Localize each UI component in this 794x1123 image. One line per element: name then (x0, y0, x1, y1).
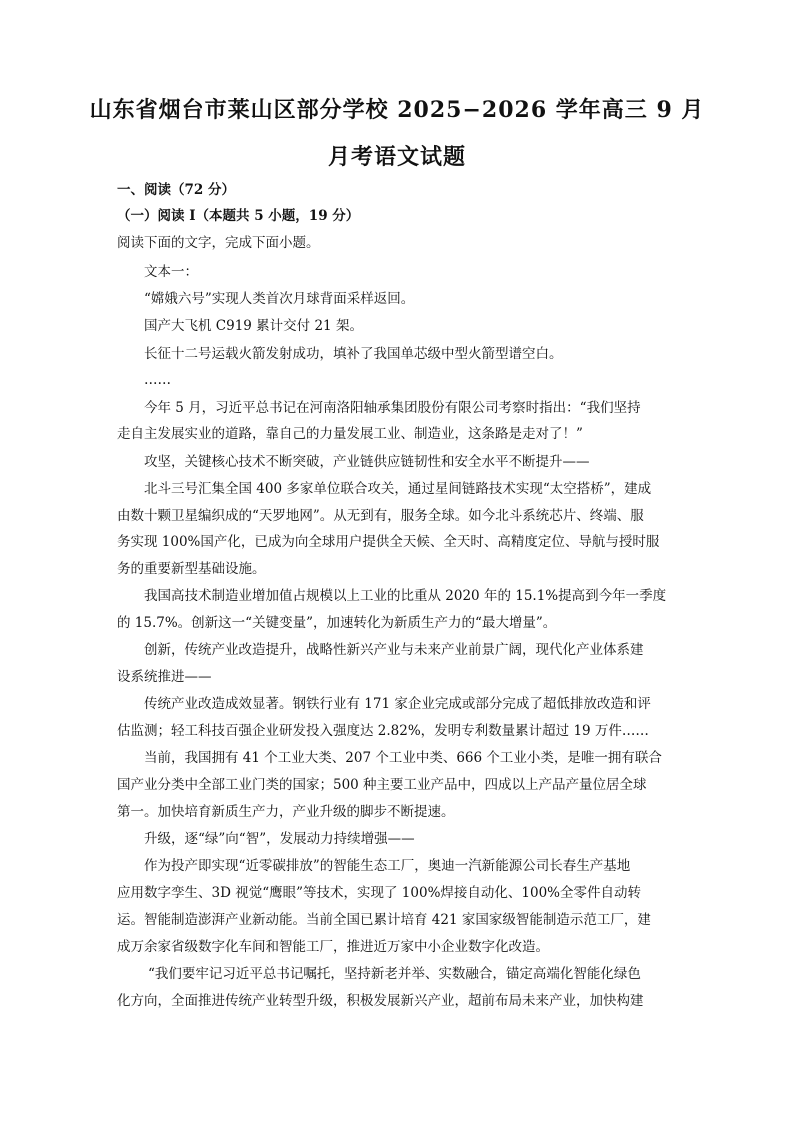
paragraph-line: 务实现 100%国产化，已成为向全球用户提供全天候、全天时、高精度定位、导航与授时服 (117, 534, 660, 550)
paragraph-line: 的 15.7%。创新这一“关键变量”，加速转化为新质生产力的“最大增量”。 (117, 615, 557, 631)
paragraph-line: 由数十颗卫星编织成的“天罗地网”。从无到有，服务全球。如今北斗系统芯片、终端、服 (117, 508, 644, 524)
paragraph-line: 国产业分类中全部工业门类的国家；500 种主要工业产品中，四成以上产品产量位居全球 (117, 777, 647, 793)
paragraph-line: 北斗三号汇集全国 400 多家单位联合攻关，通过星间链路技术实现“太空搭桥”，建成 (144, 481, 652, 497)
paragraph-line: 作为投产即实现“近零碳排放”的智能生态工厂，奥迪一汽新能源公司长春生产基地 (144, 858, 631, 874)
paragraph-line: 成万余家省级数字化车间和智能工厂，推进近万家中小企业数字化改造。 (117, 939, 549, 955)
document-title-line-2: 月考语文试题 (327, 144, 466, 170)
paragraph-line: 升级，逐“绿”向“智”，发展动力持续增强—— (144, 831, 415, 847)
section-heading: 一、阅读（72 分） (117, 182, 235, 198)
paragraph-line: “我们要牢记习近平总书记嘱托，坚持新老并举、实数融合，锚定高端化智能化绿色 (148, 966, 641, 982)
instruction-text: 阅读下面的文字，完成下面小题。 (117, 235, 320, 251)
paragraph-line: 应用数字孪生、3D 视觉“鹰眼”等技术，实现了 100%焊接自动化、100%全零件自动转 (117, 885, 641, 901)
paragraph-line: 第一。加快培育新质生产力，产业升级的脚步不断提速。 (117, 804, 455, 820)
paragraph-line: 化方向，全面推进传统产业转型升级，积极发展新兴产业，超前布局未来产业，加快构建 (117, 993, 644, 1009)
paragraph-line: 设系统推进—— (117, 669, 212, 685)
document-title-line-1: 山东省烟台市莱山区部分学校 2025−2026 学年高三 9 月 (89, 97, 705, 123)
paragraph-line: 长征十二号运载火箭发射成功，填补了我国单芯级中型火箭型谱空白。 (144, 346, 563, 362)
paragraph-line: 创新，传统产业改造提升，战略性新兴产业与未来产业前景广阔，现代化产业体系建 (144, 642, 644, 658)
paragraph-line: 务的重要新型基础设施。 (117, 561, 266, 577)
paragraph-line: 今年 5 月，习近平总书记在河南洛阳轴承集团股份有限公司考察时指出：“我们坚持 (144, 400, 641, 416)
paragraph-line: 国产大飞机 C919 累计交付 21 架。 (144, 318, 363, 334)
paragraph-line: 运。智能制造澎湃产业新动能。当前全国已累计培育 421 家国家级智能制造示范工厂，建 (117, 912, 651, 928)
paragraph-line: 攻坚，关键核心技术不断突破，产业链供应链韧性和安全水平不断提升—— (144, 454, 590, 470)
paragraph-line: 当前，我国拥有 41 个工业大类、207 个工业中类、666 个工业小类，是唯一拥有联合 (144, 750, 662, 766)
text-label: 文本一： (144, 264, 198, 280)
paragraph-line: “嫦娥六号”实现人类首次月球背面采样返回。 (144, 291, 415, 307)
subsection-heading: （一）阅读 I（本题共 5 小题，19 分） (117, 208, 360, 224)
paragraph-line: …… (144, 372, 171, 388)
paragraph-line: 估监测；轻工科技百强企业研发投入强度达 2.82%，发明专利数量累计超过 19 万件…… (117, 723, 649, 739)
paragraph-line: 传统产业改造成效显著。钢铁行业有 171 家企业完成或部分完成了超低排放改造和评 (144, 696, 651, 712)
paragraph-line: 我国高技术制造业增加值占规模以上工业的比重从 2020 年的 15.1%提高到今年一季度 (144, 588, 667, 604)
paragraph-line: 走自主发展实业的道路，靠自己的力量发展工业、制造业，这条路是走对了！” (117, 426, 583, 442)
